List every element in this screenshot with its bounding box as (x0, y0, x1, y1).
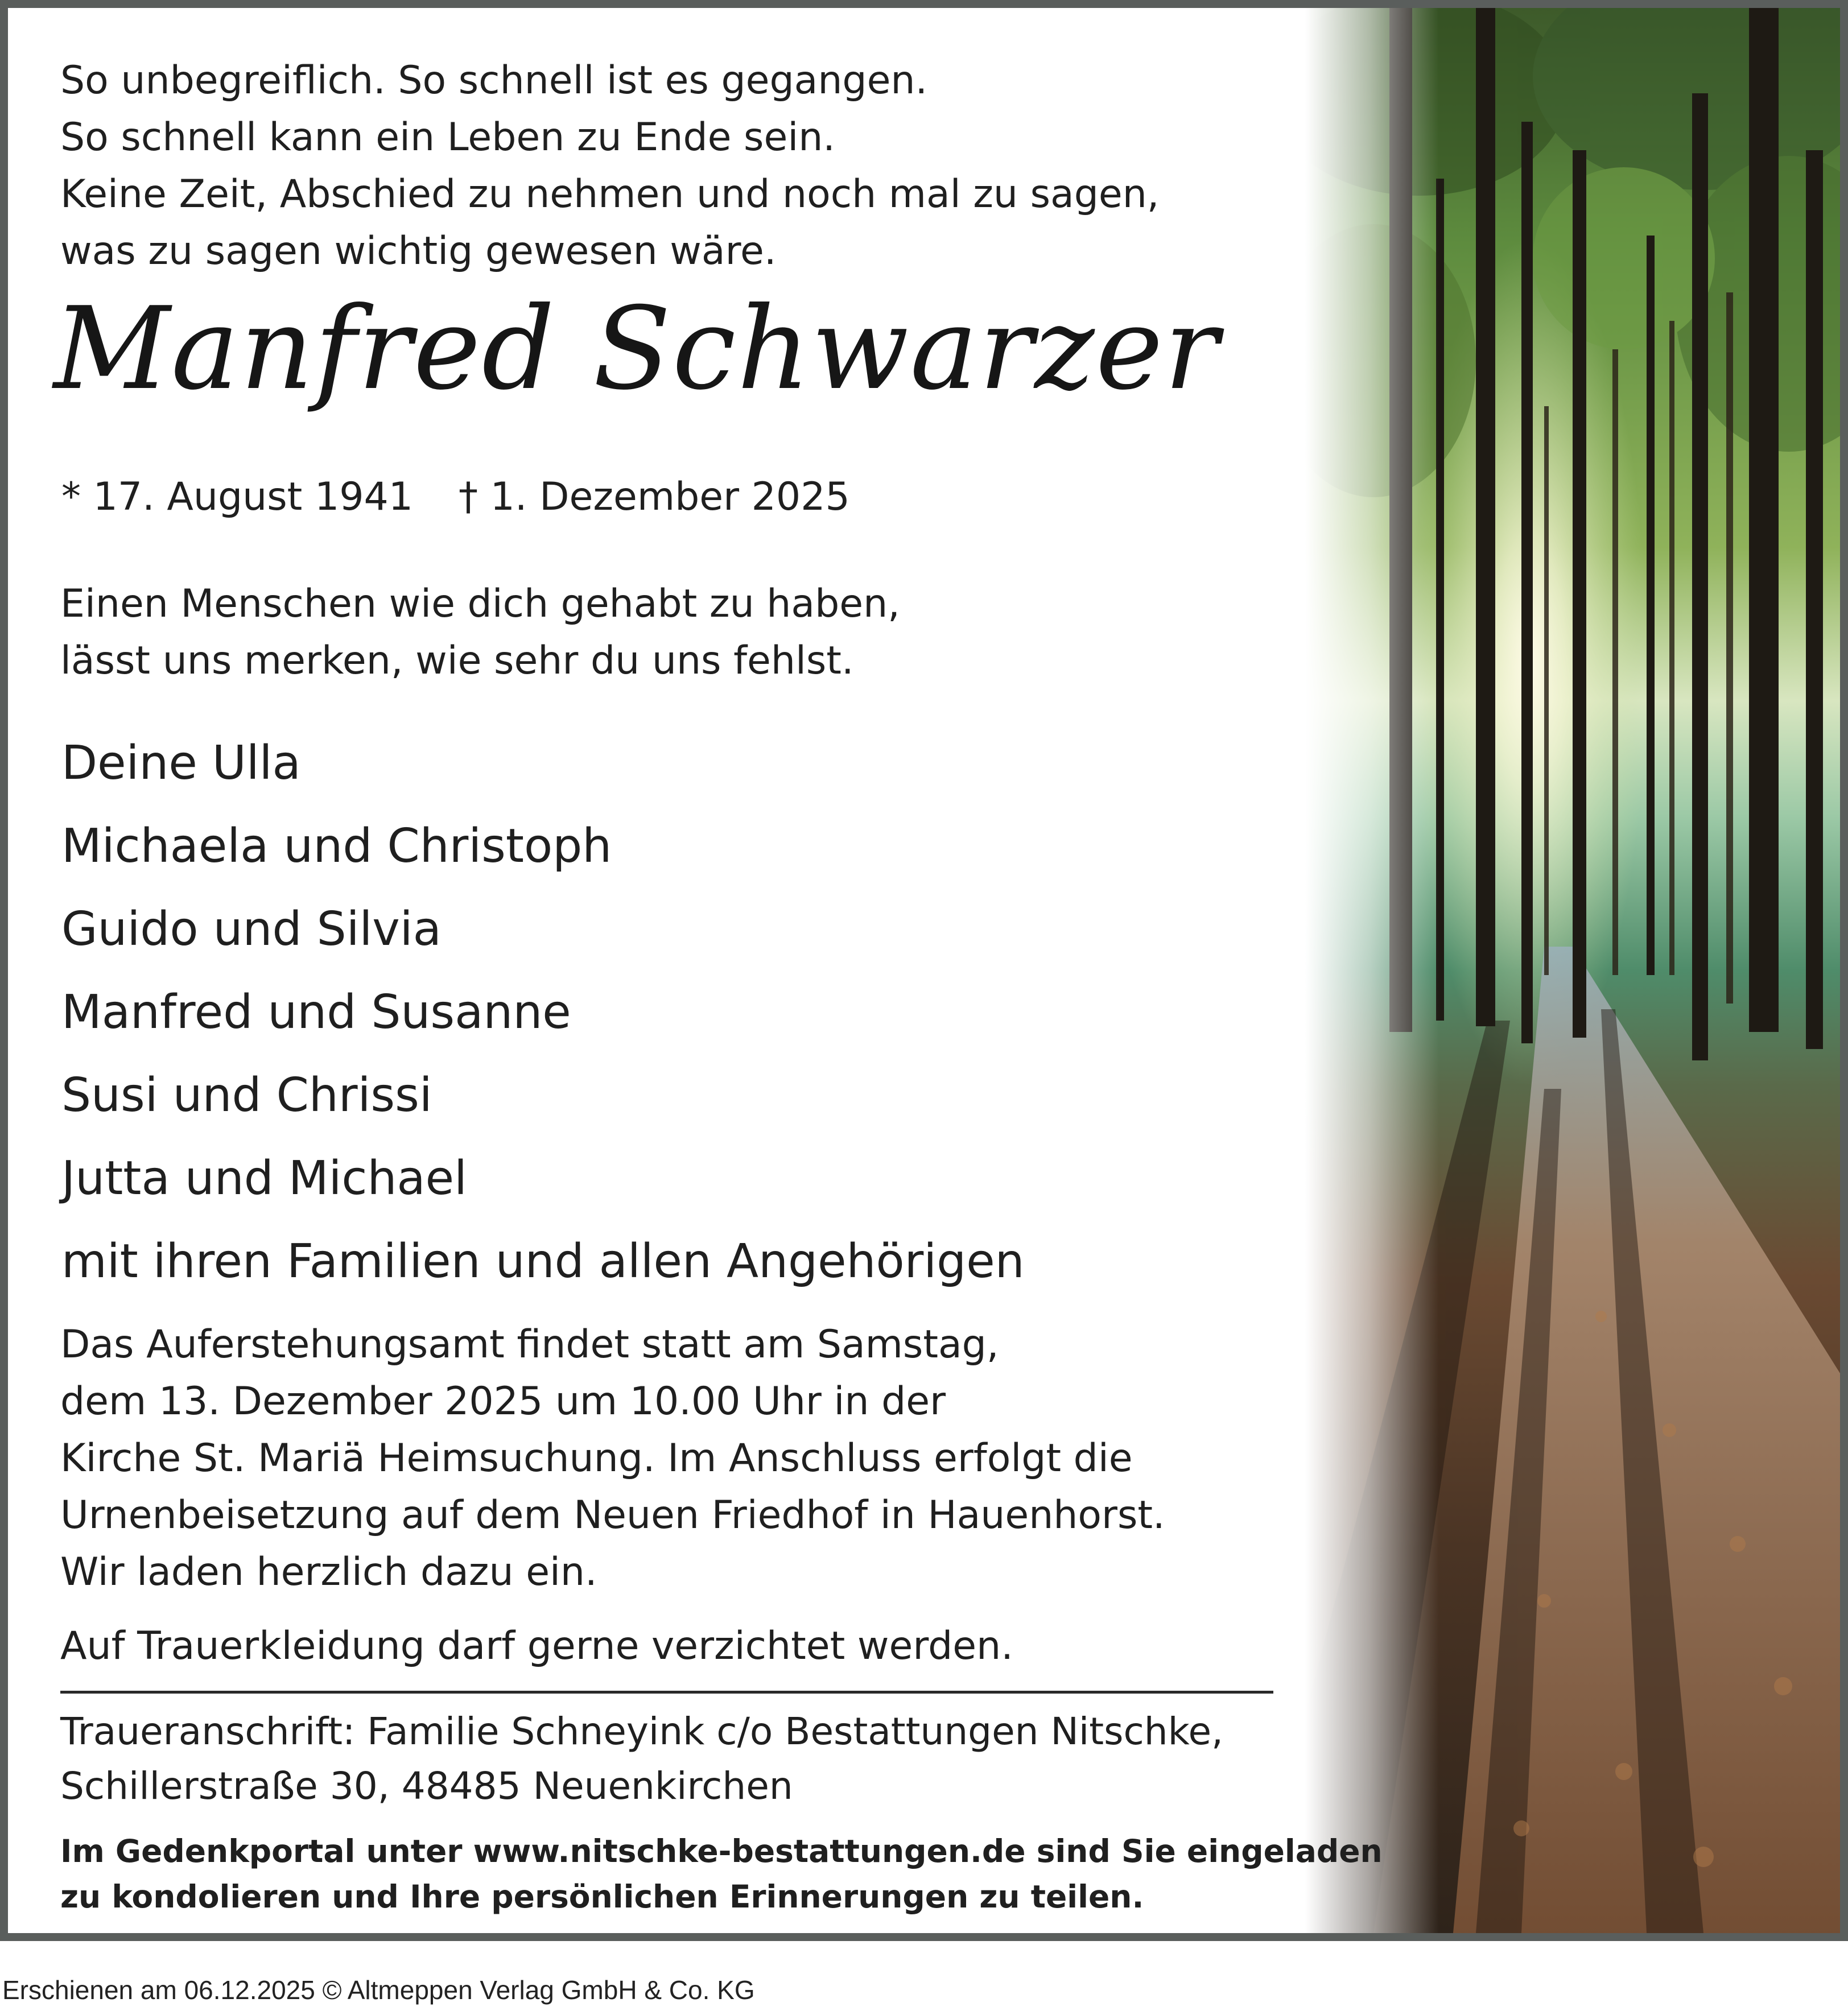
address-line: Traueranschrift: Familie Schneyink c/o Bestattungen Nitschke, (60, 1710, 1224, 1753)
service-line: Wir laden herzlich dazu ein. (60, 1550, 597, 1595)
mourner-line: Jutta und Michael (61, 1151, 467, 1205)
service-line: Das Auferstehungsamt findet statt am Samstag, (60, 1322, 999, 1367)
death-date: † 1. Dezember 2025 (459, 474, 850, 519)
portal-line: zu kondolieren und Ihre persönlichen Erinnerungen zu teilen. (60, 1878, 1144, 1915)
birth-date: * 17. August 1941 (61, 474, 414, 519)
life-dates (61, 469, 850, 526)
service-line: dem 13. Dezember 2025 um 10.00 Uhr in der (60, 1379, 946, 1424)
mourner-line: Manfred und Susanne (61, 985, 571, 1039)
service-line: Urnenbeisetzung auf dem Neuen Friedhof in Hauenhorst. (60, 1493, 1165, 1538)
deceased-name: Manfred Schwarzer (53, 283, 1220, 415)
poem-line: So unbegreiflich. So schnell ist es gegangen. (60, 58, 928, 103)
poem-line: was zu sagen wichtig gewesen wäre. (60, 229, 777, 274)
service-line: Kirche St. Mariä Heimsuchung. Im Anschluss erfolgt die (60, 1436, 1133, 1481)
mourner-line: Guido und Silvia (61, 902, 442, 956)
poem-line: So schnell kann ein Leben zu Ende sein. (60, 115, 835, 160)
address-line: Schillerstraße 30, 48485 Neuenkirchen (60, 1764, 793, 1808)
service-details (60, 1316, 1165, 1601)
mourner-line: Michaela und Christoph (61, 819, 612, 873)
poem-line: Keine Zeit, Abschied zu nehmen und noch mal zu sagen, (60, 172, 1160, 217)
divider (60, 1691, 1273, 1694)
portal-line: Im Gedenkportal unter www.nitschke-bestattungen.de sind Sie eingeladen (60, 1833, 1383, 1869)
forest-path-photo (1305, 8, 1840, 1933)
publication-footer: Erschienen am 06.12.2025 © Altmeppen Verlag GmbH & Co. KG (2, 1975, 755, 2005)
opening-poem (60, 52, 1159, 280)
verse-line: lässt uns merken, wie sehr du uns fehlst. (60, 638, 854, 683)
mourners-list (61, 722, 1025, 1303)
mourner-line: Susi und Chrissi (61, 1068, 432, 1122)
mourner-line: Deine Ulla (61, 736, 301, 790)
attire-note: Auf Trauerkleidung darf gerne verzichtet werden. (60, 1624, 1013, 1669)
memorial-portal-note (60, 1828, 1383, 1919)
mourner-line: mit ihren Familien und allen Angehörigen (61, 1234, 1025, 1289)
memorial-verse (60, 576, 900, 689)
verse-line: Einen Menschen wie dich gehabt zu haben, (60, 581, 900, 626)
mourning-address (60, 1704, 1223, 1814)
